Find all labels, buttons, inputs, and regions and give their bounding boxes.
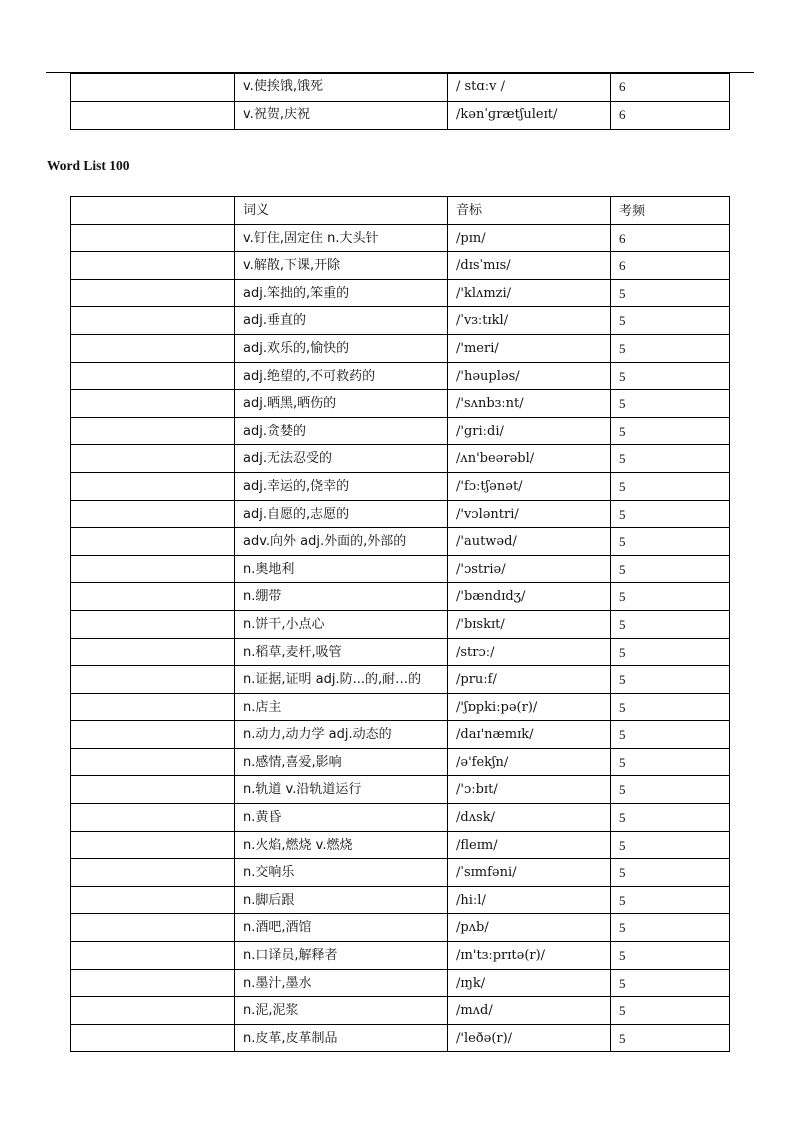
word-cell	[71, 610, 235, 638]
meaning-cell: n.交响乐	[235, 859, 448, 887]
meaning-cell: adj.幸运的,侥幸的	[235, 472, 448, 500]
word-cell	[71, 914, 235, 942]
table-row	[71, 886, 730, 914]
frequency-cell: 5	[611, 859, 730, 887]
word-cell	[71, 555, 235, 583]
word-cell	[71, 307, 235, 335]
table-row	[71, 528, 730, 556]
word-cell	[71, 472, 235, 500]
meaning-cell: n.奥地利	[235, 555, 448, 583]
phonetic-cell: /fleɪm/	[448, 831, 611, 859]
frequency-cell: 5	[611, 583, 730, 611]
frequency-cell: 6	[611, 252, 730, 280]
word-cell	[71, 445, 235, 473]
meaning-cell: n.绷带	[235, 583, 448, 611]
table-row	[71, 1024, 730, 1052]
phonetic-cell: /'ʃɒpkiːpə(r)/	[448, 693, 611, 721]
phonetic-cell: / stɑːv /	[448, 74, 611, 102]
frequency-cell: 5	[611, 528, 730, 556]
phonetic-cell: /'autwəd/	[448, 528, 611, 556]
header-word	[71, 197, 235, 225]
phonetic-cell: /ə'fekʃn/	[448, 748, 611, 776]
phonetic-cell: /strɔː/	[448, 638, 611, 666]
phonetic-cell: /ɪŋk/	[448, 969, 611, 997]
meaning-cell: adj.垂直的	[235, 307, 448, 335]
word-cell	[71, 942, 235, 970]
table-row	[71, 583, 730, 611]
phonetic-cell: /'leðə(r)/	[448, 1024, 611, 1052]
phonetic-cell: /'fɔːtʃənət/	[448, 472, 611, 500]
frequency-cell: 5	[611, 555, 730, 583]
frequency-cell: 5	[611, 997, 730, 1025]
table-row	[71, 804, 730, 832]
table-row	[71, 472, 730, 500]
phonetic-cell: /'bændɪdʒ/	[448, 583, 611, 611]
header-phonetic: 音标	[448, 197, 611, 225]
word-cell	[71, 969, 235, 997]
table-row	[71, 555, 730, 583]
phonetic-cell: /dɪsˈmɪs/	[448, 252, 611, 280]
frequency-cell: 5	[611, 804, 730, 832]
table-row	[71, 638, 730, 666]
phonetic-cell: /mʌd/	[448, 997, 611, 1025]
frequency-cell: 5	[611, 942, 730, 970]
meaning-cell: adj.自愿的,志愿的	[235, 500, 448, 528]
frequency-cell: 5	[611, 776, 730, 804]
frequency-cell: 5	[611, 279, 730, 307]
word-cell	[71, 500, 235, 528]
phonetic-cell: /pruːf/	[448, 666, 611, 694]
table-row	[71, 390, 730, 418]
frequency-cell: 6	[611, 102, 730, 130]
phonetic-cell: /ɪn'tɜːprɪtə(r)/	[448, 942, 611, 970]
phonetic-cell: /dʌsk/	[448, 804, 611, 832]
word-cell	[71, 417, 235, 445]
table-row	[71, 776, 730, 804]
meaning-cell: n.脚后跟	[235, 886, 448, 914]
meaning-cell: n.证据,证明 adj.防...的,耐…的	[235, 666, 448, 694]
frequency-cell: 5	[611, 472, 730, 500]
word-cell	[71, 997, 235, 1025]
phonetic-cell: /kənˈɡrætʃuleɪt/	[448, 102, 611, 130]
table-row	[71, 914, 730, 942]
phonetic-cell: /hiːl/	[448, 886, 611, 914]
table-row	[71, 102, 730, 130]
frequency-cell: 5	[611, 831, 730, 859]
meaning-cell: n.酒吧,酒馆	[235, 914, 448, 942]
meaning-cell: adj.贪婪的	[235, 417, 448, 445]
table-row	[71, 693, 730, 721]
phonetic-cell: /'sʌnbɜːnt/	[448, 390, 611, 418]
meaning-cell: n.泥,泥浆	[235, 997, 448, 1025]
phonetic-cell: /'bɪskɪt/	[448, 610, 611, 638]
word-cell	[71, 362, 235, 390]
meaning-cell: v.解散,下课,开除	[235, 252, 448, 280]
frequency-cell: 5	[611, 500, 730, 528]
header-frequency: 考频	[611, 197, 730, 225]
phonetic-cell: /ˈvɜːtɪkl/	[448, 307, 611, 335]
table-row	[71, 969, 730, 997]
meaning-cell: adj.笨拙的,笨重的	[235, 279, 448, 307]
meaning-cell: n.黄昏	[235, 804, 448, 832]
frequency-cell: 5	[611, 610, 730, 638]
frequency-cell: 5	[611, 969, 730, 997]
meaning-cell: n.饼干,小点心	[235, 610, 448, 638]
table-header-row	[71, 197, 730, 225]
phonetic-cell: /'klʌmzi/	[448, 279, 611, 307]
frequency-cell: 5	[611, 914, 730, 942]
frequency-cell: 5	[611, 886, 730, 914]
meaning-cell: v.祝贺,庆祝	[235, 102, 448, 130]
word-cell	[71, 859, 235, 887]
phonetic-cell: /'vɔləntri/	[448, 500, 611, 528]
word-cell	[71, 721, 235, 749]
word-list-table	[70, 196, 730, 1052]
table-row	[71, 748, 730, 776]
phonetic-cell: /ʌn'beərəbl/	[448, 445, 611, 473]
meaning-cell: adv.向外 adj.外面的,外部的	[235, 528, 448, 556]
frequency-cell: 5	[611, 666, 730, 694]
table-row	[71, 666, 730, 694]
frequency-cell: 5	[611, 721, 730, 749]
meaning-cell: n.稻草,麦杆,吸管	[235, 638, 448, 666]
phonetic-cell: /daɪ'næmɪk/	[448, 721, 611, 749]
word-cell	[71, 279, 235, 307]
meaning-cell: n.皮革,皮革制品	[235, 1024, 448, 1052]
table-row	[71, 997, 730, 1025]
word-cell	[71, 1024, 235, 1052]
word-cell	[71, 886, 235, 914]
table-row	[71, 279, 730, 307]
meaning-cell: n.墨汁,墨水	[235, 969, 448, 997]
phonetic-cell: /'griːdi/	[448, 417, 611, 445]
frequency-cell: 5	[611, 445, 730, 473]
table-row	[71, 500, 730, 528]
phonetic-cell: /'ɔstriə/	[448, 555, 611, 583]
table-row	[71, 445, 730, 473]
word-cell	[71, 804, 235, 832]
frequency-cell: 5	[611, 748, 730, 776]
frequency-cell: 5	[611, 638, 730, 666]
table-row	[71, 417, 730, 445]
word-cell	[71, 693, 235, 721]
table-row	[71, 831, 730, 859]
frequency-cell: 5	[611, 417, 730, 445]
meaning-cell: n.感情,喜爱,影响	[235, 748, 448, 776]
meaning-cell: adj.绝望的,不可救药的	[235, 362, 448, 390]
table-row	[71, 610, 730, 638]
word-cell	[71, 666, 235, 694]
frequency-cell: 5	[611, 334, 730, 362]
word-list-title: Word List 100	[47, 158, 130, 173]
word-cell	[71, 831, 235, 859]
meaning-cell: n.轨道 v.沿轨道运行	[235, 776, 448, 804]
frequency-cell: 5	[611, 693, 730, 721]
meaning-cell: n.店主	[235, 693, 448, 721]
word-cell	[71, 252, 235, 280]
meaning-cell: adj.晒黑,晒伤的	[235, 390, 448, 418]
table-row	[71, 721, 730, 749]
word-cell	[71, 390, 235, 418]
table-row	[71, 252, 730, 280]
word-cell	[71, 528, 235, 556]
phonetic-cell: /'ɔːbɪt/	[448, 776, 611, 804]
frequency-cell: 5	[611, 390, 730, 418]
meaning-cell: adj.欢乐的,愉快的	[235, 334, 448, 362]
frequency-cell: 5	[611, 307, 730, 335]
phonetic-cell: /pɪn/	[448, 224, 611, 252]
meaning-cell: n.口译员,解释者	[235, 942, 448, 970]
table-row	[71, 859, 730, 887]
word-cell	[71, 224, 235, 252]
header-meaning: 词义	[235, 197, 448, 225]
frequency-cell: 6	[611, 224, 730, 252]
frequency-cell: 5	[611, 1024, 730, 1052]
phonetic-cell: /'həupləs/	[448, 362, 611, 390]
table-row	[71, 942, 730, 970]
table-row	[71, 307, 730, 335]
frequency-cell: 6	[611, 74, 730, 102]
previous-word-table	[70, 73, 730, 130]
word-cell	[71, 102, 235, 130]
meaning-cell: n.火焰,燃烧 v.燃烧	[235, 831, 448, 859]
meaning-cell: v.使挨饿,饿死	[235, 74, 448, 102]
phonetic-cell: /pʌb/	[448, 914, 611, 942]
meaning-cell: adj.无法忍受的	[235, 445, 448, 473]
word-cell	[71, 74, 235, 102]
frequency-cell: 5	[611, 362, 730, 390]
table-row	[71, 362, 730, 390]
table-row	[71, 334, 730, 362]
word-cell	[71, 748, 235, 776]
table-row	[71, 74, 730, 102]
word-cell	[71, 334, 235, 362]
phonetic-cell: /'meri/	[448, 334, 611, 362]
meaning-cell: v.钉住,固定住 n.大头针	[235, 224, 448, 252]
meaning-cell: n.动力,动力学 adj.动态的	[235, 721, 448, 749]
word-cell	[71, 583, 235, 611]
word-cell	[71, 638, 235, 666]
phonetic-cell: /ˈsɪmfəni/	[448, 859, 611, 887]
word-cell	[71, 776, 235, 804]
table-row	[71, 224, 730, 252]
